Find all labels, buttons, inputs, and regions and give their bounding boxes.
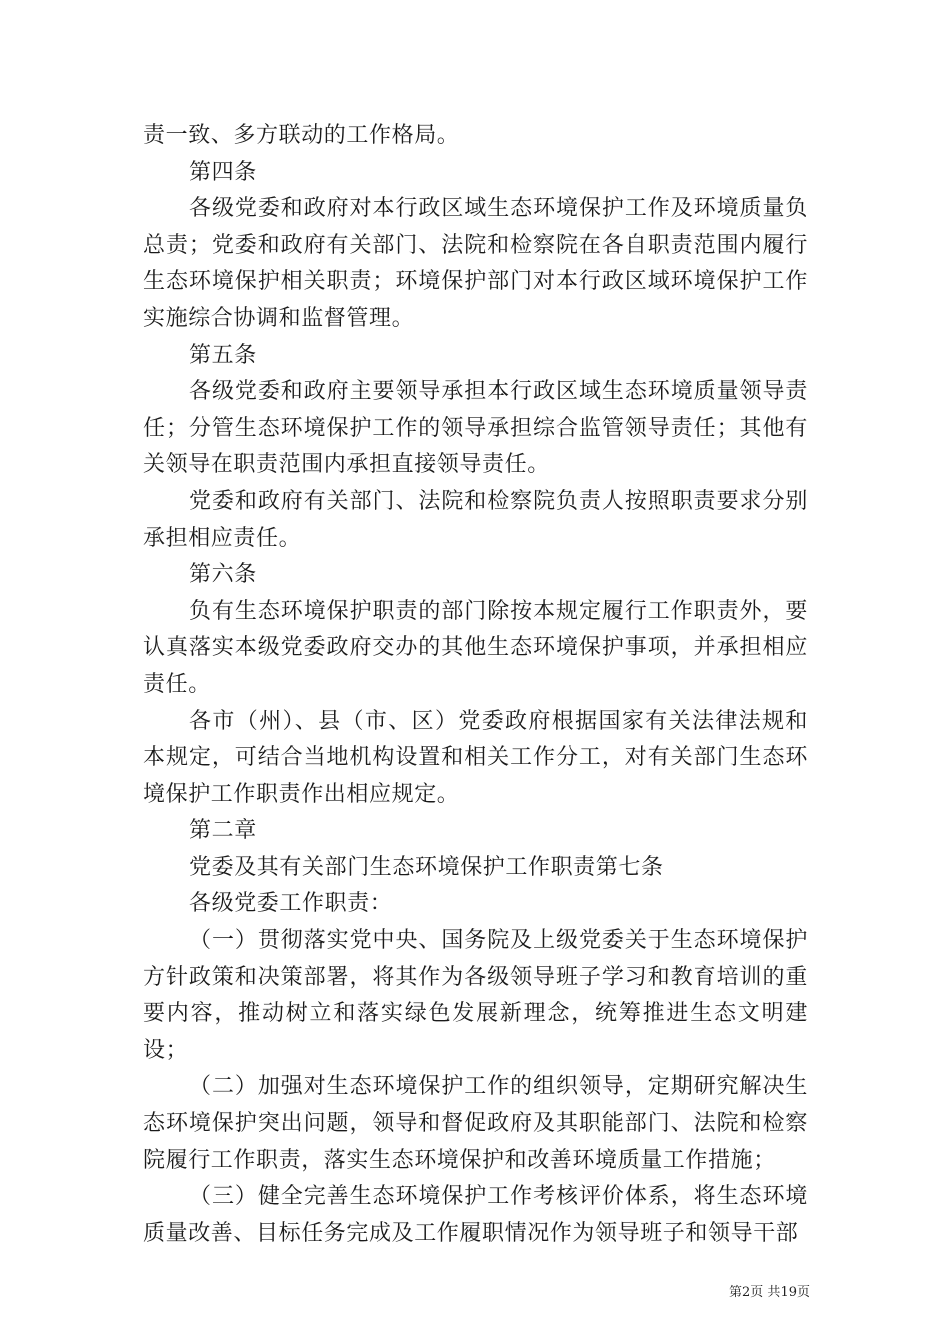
paragraph-1: 责一致、多方联动的工作格局。 [143,123,460,148]
chapter-title: 党委及其有关部门生态环境保护工作职责第七条 [189,854,664,880]
paragraph-article-6-a: 负有生态环境保护职责的部门除按本规定履行工作职责外，要认真落实本级党委政府交办的其他生态环境保护事项，并承担相应责任。 [143,598,808,697]
paragraph-article-6-b: 各市（州）、县（市、区）党委政府根据国家有关法律法规和本规定，可结合当地机构设置和相关工作分工，对有关部门生态环境保护工作职责作出相应规定。 [143,708,808,807]
list-item-2: （二）加强对生态环境保护工作的组织领导，定期研究解决生态环境保护突出问题，领导和督促政府及其职能部门、法院和检察院履行工作职责，落实生态环境保护和改善环境质量工作措施； [143,1074,808,1173]
paragraph-article-7-intro: 各级党委工作职责： [189,891,393,917]
paragraph-article-5-b: 党委和政府有关部门、法院和检察院负责人按照职责要求分别承担相应责任。 [143,488,808,551]
paragraph-article-5-a: 各级党委和政府主要领导承担本行政区域生态环境质量领导责任；分管生态环境保护工作的领导承担综合监管领导责任；其他有关领导在职责范围内承担直接领导责任。 [143,379,808,478]
paragraph-article-4: 各级党委和政府对本行政区域生态环境保护工作及环境质量负总责；党委和政府有关部门、法院和检察院在各自职责范围内履行生态环境保护相关职责；环境保护部门对本行政区域环境保护工作实施综合协调和监督管理。 [143,196,808,331]
footer-total-pages: 19 [780,1285,797,1300]
footer-prefix: 第 [729,1285,743,1300]
article-heading-5: 第五条 [189,342,257,368]
document-body [143,118,808,1252]
page-number-footer [660,1281,810,1300]
footer-middle: 页 共 [750,1285,781,1300]
article-heading-4: 第四条 [189,159,257,185]
footer-page-number: 2 [742,1285,751,1300]
list-item-1: （一）贯彻落实党中央、国务院及上级党委关于生态环境保护方针政策和决策部署，将其作为各级领导班子学习和教育培训的重要内容，推动树立和落实绿色发展新理念，统筹推进生态文明建设； [143,928,808,1063]
footer-suffix: 页 [796,1285,810,1300]
article-heading-6: 第六条 [189,562,257,588]
chapter-heading-2: 第二章 [189,818,257,844]
list-item-3: （三）健全完善生态环境保护工作考核评价体系，将生态环境质量改善、目标任务完成及工作履职情况作为领导班子和领导干部 [143,1184,808,1246]
